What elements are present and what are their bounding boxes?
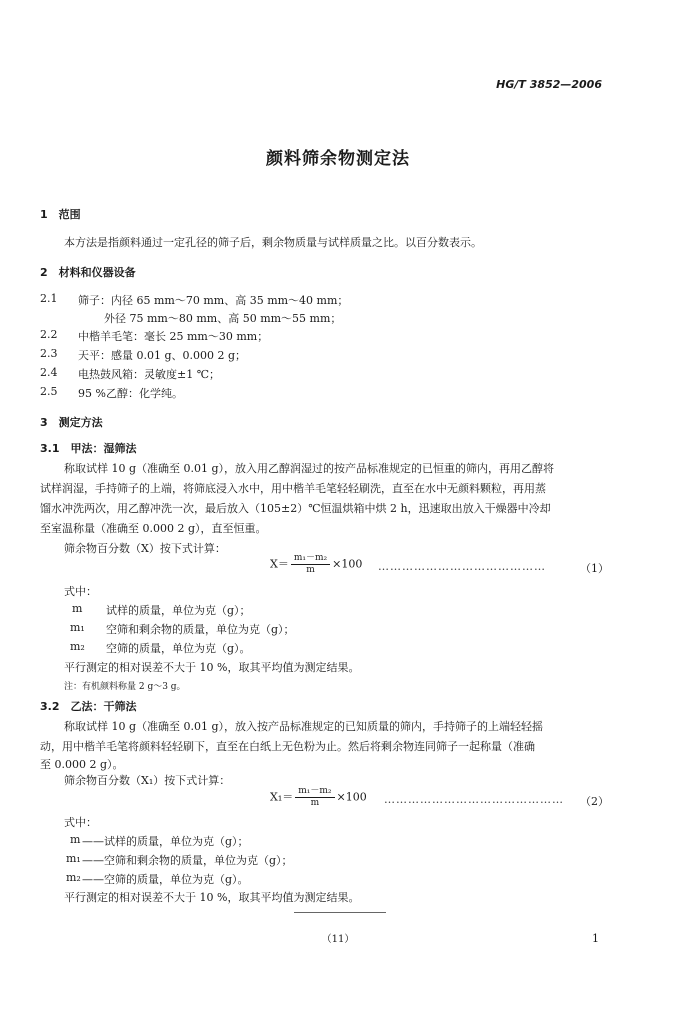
var-description: ——空筛和剩余物的质量，单位为克（g）； bbox=[82, 854, 293, 867]
method-2-line: 动，用中楷羊毛笔将颜料轻轻刷下，直至在白纸上无色粉为止。然后将剩余物连同筛子一起称量（准确 bbox=[40, 740, 535, 753]
item-2-4-text: 电热鼓风箱：灵敏度±1 ℃； bbox=[78, 368, 221, 381]
method-2-line: 至 0.000 2 g）。 bbox=[40, 758, 124, 771]
formula-2-numerator: m₁－m₂ bbox=[295, 786, 334, 798]
method-1-line: 试样润湿，手持筛子的上端，将筛底浸入水中，用中楷羊毛笔轻轻刷洗，直至在水中无颜料颗粒，再用蒸 bbox=[40, 482, 546, 495]
formula-2-leader-dots: ……………………………………… bbox=[384, 793, 564, 806]
item-2-2-text: 中楷羊毛笔：毫长 25 mm～30 mm； bbox=[78, 330, 269, 343]
section-3-heading: 3 测定方法 bbox=[40, 416, 103, 429]
standard-code: HG/T 3852—2006 bbox=[496, 78, 602, 91]
formula-2-fraction bbox=[295, 786, 334, 809]
note: 注：有机颜料称量 2 g～3 g。 bbox=[64, 682, 186, 692]
formula-2-intro: 筛余物百分数（X₁）按下式计算： bbox=[64, 774, 231, 787]
var-description: 空筛的质量，单位为克（g）。 bbox=[106, 642, 251, 655]
item-2-1-number: 2.1 bbox=[40, 292, 58, 305]
method-2-line: 称取试样 10 g（准确至 0.01 g），放入按产品标准规定的已知质量的筛内，手持筛子的上端轻轻摇 bbox=[64, 720, 544, 733]
var-symbol: m₁ bbox=[70, 621, 85, 634]
method-1-heading: 3.1 甲法：湿筛法 bbox=[40, 442, 137, 455]
method-1-line: 称取试样 10 g（准确至 0.01 g），放入用乙醇润湿过的按产品标准规定的已恒重的筛内，再用乙醇将 bbox=[64, 462, 555, 475]
item-2-3-number: 2.3 bbox=[40, 347, 58, 360]
formula-1-fraction bbox=[291, 553, 330, 576]
var-description: ——空筛的质量，单位为克（g）。 bbox=[82, 873, 249, 886]
item-2-4-number: 2.4 bbox=[40, 366, 58, 379]
formula-2-denominator: m bbox=[310, 798, 320, 808]
footer-sequence: （11） bbox=[321, 934, 355, 945]
item-2-1-cont-text: 外径 75 mm～80 mm、高 50 mm～55 mm； bbox=[104, 312, 342, 325]
formula-1-numerator: m₁－m₂ bbox=[291, 553, 330, 565]
section-1-paragraph: 本方法是指颜料通过一定孔径的筛子后，剩余物质量与试样质量之比。以百分数表示。 bbox=[64, 236, 482, 249]
formula-2-lhs: X₁＝ bbox=[270, 790, 294, 804]
var-symbol: m₂ bbox=[70, 640, 85, 653]
var-description: ——试样的质量，单位为克（g）； bbox=[82, 835, 249, 848]
item-2-1-text: 筛子：内径 65 mm～70 mm、高 35 mm～40 mm； bbox=[78, 294, 349, 307]
formula-1-number: （1） bbox=[580, 562, 609, 575]
item-2-5-number: 2.5 bbox=[40, 385, 58, 398]
item-2-5-text: 95 %乙醇：化学纯。 bbox=[78, 387, 183, 400]
method-1-line: 至室温称量（准确至 0.000 2 g），直至恒重。 bbox=[40, 522, 267, 535]
formula-1-leader-dots: …………………………………… bbox=[378, 560, 546, 573]
formula-2 bbox=[270, 786, 367, 809]
method-2-heading: 3.2 乙法：干筛法 bbox=[40, 700, 137, 713]
where-label: 式中： bbox=[64, 816, 97, 829]
var-description: 试样的质量，单位为克（g）； bbox=[106, 604, 251, 617]
section-1-heading: 1 范围 bbox=[40, 208, 81, 221]
item-2-2-number: 2.2 bbox=[40, 328, 58, 341]
formula-1-tail: ×100 bbox=[332, 557, 363, 571]
item-2-3-text: 天平：感量 0.01 g、0.000 2 g； bbox=[78, 349, 247, 362]
var-symbol: m bbox=[72, 602, 83, 615]
page-number: 1 bbox=[592, 932, 599, 945]
var-description: 空筛和剩余物的质量，单位为克（g）； bbox=[106, 623, 295, 636]
var-symbol: m₂ bbox=[66, 871, 81, 884]
formula-1 bbox=[270, 553, 362, 576]
formula-1-intro: 筛余物百分数（X）按下式计算： bbox=[64, 542, 226, 555]
method-1-line: 馏水冲洗两次，用乙醇冲洗一次，最后放入（105±2）℃恒温烘箱中烘 2 h，迅速取出放入干燥器中冷却 bbox=[40, 502, 551, 515]
formula-2-number: （2） bbox=[580, 795, 609, 808]
tolerance-text: 平行测定的相对误差不大于 10 %，取其平均值为测定结果。 bbox=[64, 661, 360, 674]
page-title: 颜料筛余物测定法 bbox=[266, 149, 410, 169]
section-2-heading: 2 材料和仪器设备 bbox=[40, 266, 136, 279]
formula-1-lhs: X＝ bbox=[270, 557, 289, 571]
var-symbol: m₁ bbox=[66, 852, 81, 865]
tolerance-text: 平行测定的相对误差不大于 10 %，取其平均值为测定结果。 bbox=[64, 891, 360, 904]
footer-divider bbox=[294, 912, 386, 913]
formula-1-denominator: m bbox=[306, 565, 315, 575]
where-label: 式中： bbox=[64, 585, 97, 598]
var-symbol: m bbox=[70, 833, 81, 846]
formula-2-tail: ×100 bbox=[336, 790, 367, 804]
